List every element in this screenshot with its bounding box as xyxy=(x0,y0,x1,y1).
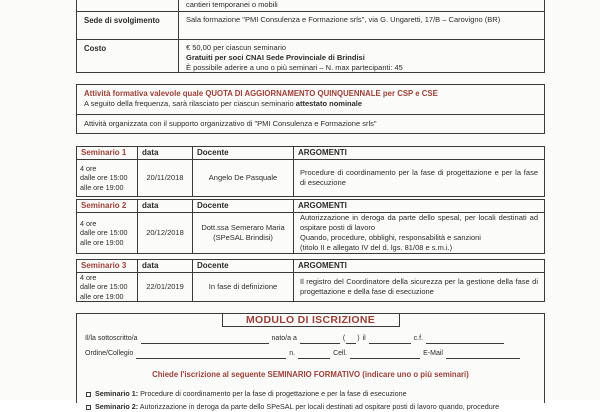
notice-box xyxy=(76,84,545,134)
col-header-data: data xyxy=(138,200,193,212)
date-cell: 22/01/2019 xyxy=(138,273,193,301)
table-header-row xyxy=(77,147,544,160)
seminar-title: Seminario 2 xyxy=(77,200,138,212)
hours-cell: 4 ore dalle ore 15:00 alle ore 19:00 xyxy=(77,273,138,301)
table-row xyxy=(77,11,544,39)
info-label-cell xyxy=(77,0,179,11)
date-cell: 20/11/2018 xyxy=(138,160,193,196)
col-header-data: data xyxy=(138,147,193,159)
table-row xyxy=(77,273,544,301)
seminar-table-1 xyxy=(76,146,545,197)
argomenti-cell: Autorizzazione in deroga da parte dello spesal, per locali destinati ad ospitare posti di lavoro Quando, procedure, obblighi, responsabilità e sanzioni (titolo II e allegato IV del d. lgs. 81/08 e s.m.i.) xyxy=(300,213,538,252)
request-line: Chiede l'iscrizione al seguente SEMINARIO FORMATIVO (indicare uno o più seminari) xyxy=(152,370,469,379)
cost-line: € 50,00 per ciascun seminario xyxy=(186,43,287,52)
col-header-docente: Docente xyxy=(193,200,294,212)
form-row-1 xyxy=(77,334,544,344)
form-row-2 xyxy=(77,349,544,359)
paren-open: ( xyxy=(342,335,346,342)
field-label-il: il xyxy=(362,335,366,342)
argomenti-cell: Il registro del Coordinatore della sicurezza per la gestione della fase di progettazione e della fase di esecuzione xyxy=(300,277,538,296)
info-value-text: Sala formazione "PMI Consulenza e Formazione srls", via G. Ungaretti, 17/B – Carovigno (BR) xyxy=(186,15,501,24)
argomenti-cell: Procedure di coordinamento per la fase di progettazione e per la fase di esecuzione xyxy=(300,168,538,187)
seminar-table-2 xyxy=(76,199,545,254)
checkbox-row-seminario-1 xyxy=(86,389,544,399)
seminar-checkbox-list xyxy=(77,389,544,412)
info-value-cell xyxy=(179,40,544,72)
col-header-docente: Docente xyxy=(193,260,294,272)
cost-line: Gratuiti per soci CNAI Sede Provinciale di Brindisi xyxy=(186,53,365,62)
docente-cell: In fase di definizione xyxy=(193,273,294,301)
blank-line xyxy=(300,336,340,344)
checkbox-row-seminario-2 xyxy=(86,402,544,412)
table-header-row xyxy=(77,200,544,213)
checkbox-icon xyxy=(86,392,91,397)
blank-line xyxy=(346,336,356,344)
modulo-iscrizione-box xyxy=(76,313,545,411)
field-label-cf: c.f. xyxy=(413,335,423,342)
document xyxy=(76,0,545,411)
blank-line xyxy=(136,351,286,359)
info-value-cell xyxy=(179,12,544,39)
info-value-cell xyxy=(179,0,544,11)
modulo-title: MODULO DI ISCRIZIONE xyxy=(222,314,400,327)
checkbox-text: Seminario 2: Autorizzazione in deroga da parte dello SPeSAL per locali destinati ad ospitare posti di lavoro quando, procedure xyxy=(95,402,500,411)
info-value-text: cantieri temporanei o mobili xyxy=(186,0,278,9)
field-label-email: E-Mail xyxy=(423,350,443,357)
field-label-cell: Cell. xyxy=(333,350,348,357)
table-row xyxy=(77,39,544,72)
table-header-row xyxy=(77,260,544,273)
table-row xyxy=(77,160,544,196)
info-label-cell: Sede di svolgimento xyxy=(77,12,179,39)
col-header-data: data xyxy=(138,260,193,272)
checkbox-text: Seminario 1: Procedure di coordinamento per la fase di progettazione e per la fase di esecuzione xyxy=(95,389,407,398)
table-row xyxy=(77,0,544,11)
field-label-nato-a: nato/a a xyxy=(271,335,297,342)
blank-line xyxy=(298,351,330,359)
checkbox-icon xyxy=(86,405,91,410)
hours-cell: 4 ore dalle ore 15:00 alle ore 19:00 xyxy=(77,160,138,196)
notice-line-attestato: A seguito della frequenza, sarà rilasciato per ciascun seminario attestato nominale xyxy=(84,99,363,108)
seminar-table-3 xyxy=(76,259,545,302)
notice-line-cfu: Attività formativa valevole quale QUOTA DI AGGIORNAMENTO QUINQUENNALE per CSP e CSE xyxy=(84,89,438,98)
field-label-ordine: Ordine/Collegio xyxy=(85,350,134,357)
blank-line xyxy=(369,336,411,344)
col-header-argomenti: ARGOMENTI xyxy=(298,201,347,210)
hours-cell: 4 ore dalle ore 15:00 alle ore 19:00 xyxy=(77,213,138,253)
info-label-cell: Costo xyxy=(77,40,179,72)
docente-cell: Dott.ssa Semeraro Maria (SPeSAL Brindisi) xyxy=(193,213,294,253)
col-header-argomenti: ARGOMENTI xyxy=(298,261,347,270)
blank-line xyxy=(141,336,269,344)
cost-line: È possibile aderire a uno o più seminari – N. max partecipanti: 45 xyxy=(186,63,403,72)
date-cell: 20/12/2018 xyxy=(138,213,193,253)
blank-line xyxy=(446,351,520,359)
notice-section xyxy=(77,85,544,114)
seminar-title: Seminario 3 xyxy=(77,260,138,272)
info-table xyxy=(76,0,545,73)
blank-line xyxy=(350,351,420,359)
seminar-title: Seminario 1 xyxy=(77,147,138,159)
table-row xyxy=(77,213,544,253)
blank-line xyxy=(426,336,504,344)
field-label-n: n. xyxy=(289,350,296,357)
col-header-docente: Docente xyxy=(193,147,294,159)
notice-line-organizzazione: Attività organizzata con il supporto organizzativo di "PMI Consulenza e Formazione srls" xyxy=(77,114,544,133)
field-label-sottoscritto: Il/la sottoscritto/a xyxy=(85,335,138,342)
docente-cell: Angelo De Pasquale xyxy=(193,160,294,196)
paren-close: ) xyxy=(357,335,360,342)
col-header-argomenti: ARGOMENTI xyxy=(298,148,347,157)
